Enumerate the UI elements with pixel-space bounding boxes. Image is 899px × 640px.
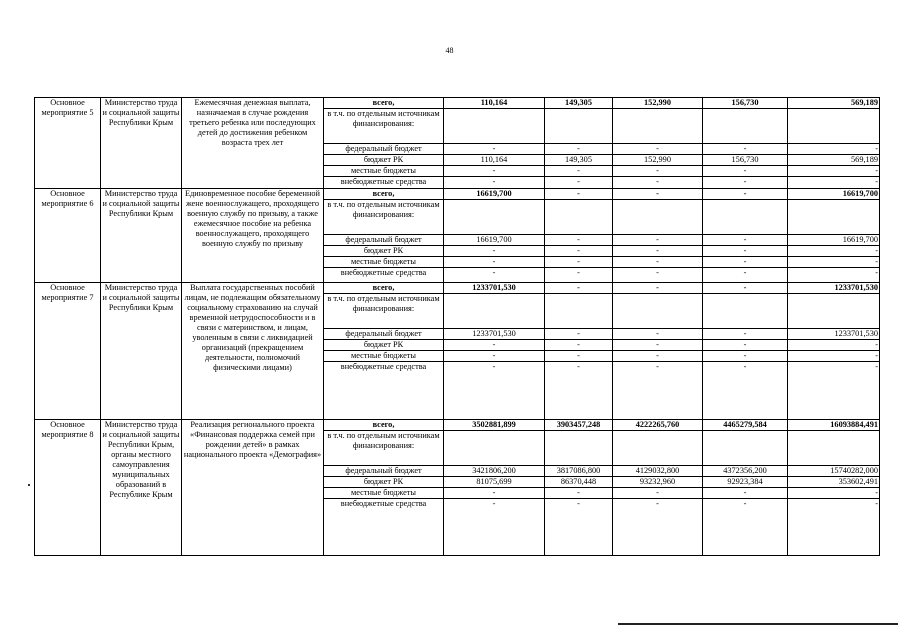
amount-cell: - <box>703 189 788 200</box>
amount-cell: - <box>613 499 703 556</box>
amount-cell: - <box>703 144 788 155</box>
amount-cell: - <box>545 488 613 499</box>
amount-cell: - <box>545 283 613 294</box>
amount-cell: - <box>613 268 703 283</box>
financing-source: федеральный бюджет <box>324 466 444 477</box>
amount-cell <box>703 294 788 329</box>
amount-cell: - <box>703 488 788 499</box>
measure-row <box>35 420 880 431</box>
total-amount-cell <box>788 294 880 329</box>
amount-cell: - <box>703 166 788 177</box>
financing-source: внебюджетные средства <box>324 362 444 420</box>
amount-cell: - <box>545 340 613 351</box>
amount-cell: 3817086,800 <box>545 466 613 477</box>
amount-cell: - <box>703 340 788 351</box>
budget-table <box>34 97 880 556</box>
amount-cell: - <box>613 362 703 420</box>
financing-source: федеральный бюджет <box>324 144 444 155</box>
financing-source: в т.ч. по отдельным источникам финансирования: <box>324 109 444 144</box>
scan-edge-line <box>618 623 898 625</box>
amount-cell <box>703 109 788 144</box>
total-amount-cell: - <box>788 246 880 257</box>
amount-cell: 149,305 <box>545 98 613 109</box>
total-amount-cell: 353602,491 <box>788 477 880 488</box>
financing-source: в т.ч. по отдельным источникам финансирования: <box>324 200 444 235</box>
amount-cell: - <box>545 351 613 362</box>
amount-cell <box>613 109 703 144</box>
financing-source: бюджет РК <box>324 340 444 351</box>
financing-source: местные бюджеты <box>324 257 444 268</box>
total-amount-cell: - <box>788 340 880 351</box>
amount-cell: - <box>613 340 703 351</box>
financing-source: бюджет РК <box>324 155 444 166</box>
amount-cell: - <box>703 268 788 283</box>
amount-cell: - <box>703 246 788 257</box>
total-amount-cell: - <box>788 144 880 155</box>
amount-cell: 81075,699 <box>444 477 545 488</box>
amount-cell: - <box>613 246 703 257</box>
amount-cell: 4372356,200 <box>703 466 788 477</box>
measure-description: Реализация регионального проекта «Финансовая поддержка семей при рождении детей» в рамках национального проекта «Демография» <box>182 420 324 556</box>
amount-cell: 4222265,760 <box>613 420 703 431</box>
amount-cell: - <box>613 329 703 340</box>
amount-cell: - <box>545 177 613 189</box>
amount-cell <box>444 200 545 235</box>
measure-description: Ежемесячная денежная выплата, назначаемая в случае рождения третьего ребенка или последующих детей до достижения ребенком возраста трех лет <box>182 98 324 189</box>
measure-name: Основное мероприятие 8 <box>35 420 101 556</box>
amount-cell: 86370,448 <box>545 477 613 488</box>
amount-cell: 110,164 <box>444 155 545 166</box>
amount-cell: - <box>613 235 703 246</box>
amount-cell: 149,305 <box>545 155 613 166</box>
amount-cell <box>703 431 788 466</box>
amount-cell: - <box>545 235 613 246</box>
amount-cell: - <box>703 362 788 420</box>
amount-cell: 92923,384 <box>703 477 788 488</box>
financing-source: федеральный бюджет <box>324 235 444 246</box>
amount-cell: - <box>444 340 545 351</box>
amount-cell: 152,990 <box>613 98 703 109</box>
total-amount-cell: - <box>788 268 880 283</box>
total-amount-cell: 1233701,530 <box>788 329 880 340</box>
scan-speck <box>28 484 30 486</box>
amount-cell <box>545 294 613 329</box>
financing-source: внебюджетные средства <box>324 268 444 283</box>
total-amount-cell: 569,189 <box>788 155 880 166</box>
amount-cell: - <box>444 246 545 257</box>
amount-cell: - <box>545 268 613 283</box>
measure-description: Выплата государственных пособий лицам, не подлежащим обязательному социальному страхованию на случай временной нетрудоспособности и в связи с материнством, и лицам, уволенным в связи с ликвидацией организаций (прекращением деятельности, полномочий физическими лицами) <box>182 283 324 420</box>
total-amount-cell: 569,189 <box>788 98 880 109</box>
amount-cell: - <box>613 488 703 499</box>
amount-cell: 16619,700 <box>444 189 545 200</box>
table-body <box>35 98 880 556</box>
amount-cell: - <box>613 351 703 362</box>
amount-cell: 1233701,530 <box>444 329 545 340</box>
amount-cell: 16619,700 <box>444 235 545 246</box>
financing-source: местные бюджеты <box>324 488 444 499</box>
amount-cell: - <box>545 329 613 340</box>
amount-cell: - <box>444 177 545 189</box>
financing-source: местные бюджеты <box>324 166 444 177</box>
amount-cell <box>545 109 613 144</box>
amount-cell: 93232,960 <box>613 477 703 488</box>
measure-row <box>35 283 880 294</box>
amount-cell: 4129032,800 <box>613 466 703 477</box>
financing-source: всего, <box>324 283 444 294</box>
amount-cell: - <box>444 499 545 556</box>
total-amount-cell: - <box>788 166 880 177</box>
amount-cell: - <box>613 189 703 200</box>
measure-executor: Министерство труда и социальной защиты Республики Крым, органы местного самоуправления муниципальных образований в Республике Крым <box>101 420 182 556</box>
amount-cell: - <box>703 283 788 294</box>
amount-cell: - <box>545 144 613 155</box>
amount-cell: - <box>545 189 613 200</box>
financing-source: федеральный бюджет <box>324 329 444 340</box>
page-number: 48 <box>445 46 454 55</box>
amount-cell: - <box>444 144 545 155</box>
total-amount-cell: 15740282,000 <box>788 466 880 477</box>
amount-cell: - <box>613 166 703 177</box>
amount-cell: - <box>703 235 788 246</box>
measure-executor: Министерство труда и социальной защиты Республики Крым <box>101 98 182 189</box>
financing-source: всего, <box>324 98 444 109</box>
financing-source: в т.ч. по отдельным источникам финансирования: <box>324 294 444 329</box>
financing-source: бюджет РК <box>324 477 444 488</box>
amount-cell: - <box>703 177 788 189</box>
financing-source: бюджет РК <box>324 246 444 257</box>
amount-cell: - <box>613 144 703 155</box>
amount-cell: 156,730 <box>703 98 788 109</box>
measure-name: Основное мероприятие 5 <box>35 98 101 189</box>
amount-cell: - <box>545 166 613 177</box>
amount-cell: - <box>703 499 788 556</box>
total-amount-cell: 16619,700 <box>788 189 880 200</box>
amount-cell: 1233701,530 <box>444 283 545 294</box>
total-amount-cell: - <box>788 351 880 362</box>
total-amount-cell: 16619,700 <box>788 235 880 246</box>
amount-cell: 3421806,200 <box>444 466 545 477</box>
amount-cell: - <box>613 283 703 294</box>
amount-cell <box>444 431 545 466</box>
total-amount-cell <box>788 109 880 144</box>
amount-cell <box>444 294 545 329</box>
amount-cell: - <box>444 362 545 420</box>
amount-cell: 110,164 <box>444 98 545 109</box>
amount-cell: 3903457,248 <box>545 420 613 431</box>
amount-cell <box>613 431 703 466</box>
amount-cell <box>545 200 613 235</box>
amount-cell: - <box>545 499 613 556</box>
financing-source: всего, <box>324 189 444 200</box>
financing-source: внебюджетные средства <box>324 177 444 189</box>
amount-cell: 152,990 <box>613 155 703 166</box>
amount-cell: - <box>545 246 613 257</box>
amount-cell: - <box>444 351 545 362</box>
measure-row <box>35 98 880 109</box>
amount-cell <box>613 294 703 329</box>
amount-cell: 3502881,899 <box>444 420 545 431</box>
financing-source: внебюджетные средства <box>324 499 444 556</box>
amount-cell: 4465279,584 <box>703 420 788 431</box>
amount-cell: - <box>444 166 545 177</box>
amount-cell: - <box>613 257 703 268</box>
amount-cell <box>444 109 545 144</box>
total-amount-cell: 1233701,530 <box>788 283 880 294</box>
amount-cell: - <box>444 488 545 499</box>
amount-cell: - <box>703 329 788 340</box>
measure-row <box>35 189 880 200</box>
amount-cell: - <box>703 351 788 362</box>
measure-description: Единовременное пособие беременной жене военнослужащего, проходящего военную службу по призыву, а также ежемесячное пособие на ребенка военнослужащего, проходящего военную службу по призыву <box>182 189 324 283</box>
amount-cell: 156,730 <box>703 155 788 166</box>
total-amount-cell: - <box>788 499 880 556</box>
total-amount-cell <box>788 200 880 235</box>
financing-source: всего, <box>324 420 444 431</box>
amount-cell <box>613 200 703 235</box>
measure-name: Основное мероприятие 6 <box>35 189 101 283</box>
total-amount-cell <box>788 431 880 466</box>
total-amount-cell: - <box>788 177 880 189</box>
measure-executor: Министерство труда и социальной защиты Республики Крым <box>101 283 182 420</box>
total-amount-cell: - <box>788 257 880 268</box>
amount-cell: - <box>545 257 613 268</box>
total-amount-cell: 16093884,491 <box>788 420 880 431</box>
amount-cell: - <box>545 362 613 420</box>
amount-cell: - <box>703 257 788 268</box>
financing-source: местные бюджеты <box>324 351 444 362</box>
amount-cell: - <box>444 268 545 283</box>
amount-cell: - <box>613 177 703 189</box>
measure-name: Основное мероприятие 7 <box>35 283 101 420</box>
total-amount-cell: - <box>788 362 880 420</box>
financing-source: в т.ч. по отдельным источникам финансирования: <box>324 431 444 466</box>
amount-cell <box>703 200 788 235</box>
amount-cell: - <box>444 257 545 268</box>
amount-cell <box>545 431 613 466</box>
total-amount-cell: - <box>788 488 880 499</box>
measure-executor: Министерство труда и социальной защиты Республики Крым <box>101 189 182 283</box>
